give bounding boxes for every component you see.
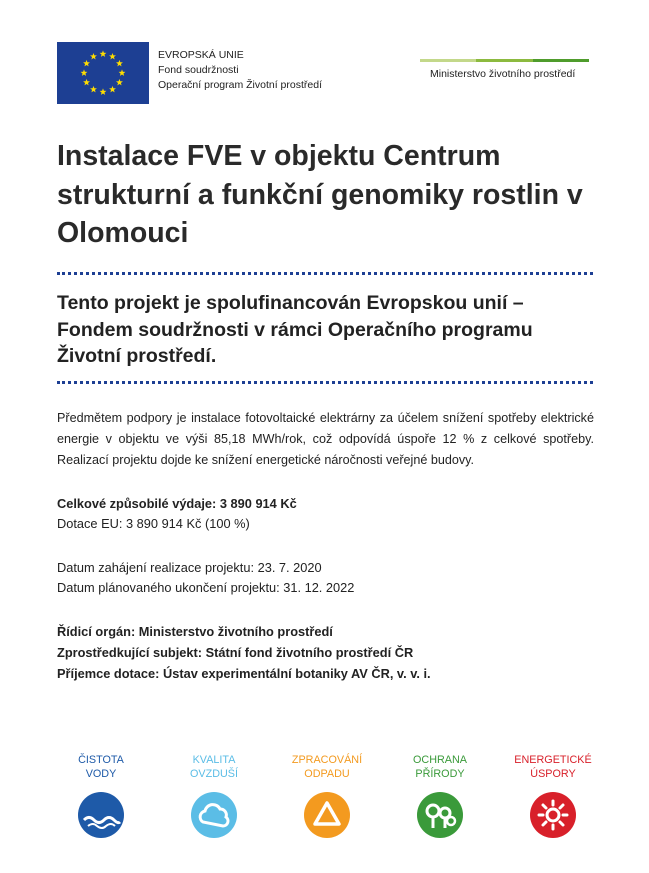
eu-text-block [158,48,322,93]
icon-label: ENERGETICKÉ ÚSPORY [514,754,592,780]
total-eligible-costs: Celkové způsobilé výdaje: 3 890 914 Kč [57,496,297,511]
icon-label: ČISTOTA VODY [78,754,124,780]
ministry-name: Ministerstvo životního prostředí [430,68,576,80]
eu-star [100,50,107,57]
project-description: Předmětem podpory je instalace fotovoltaické elektrárny za účelem snížení spotřeby elektrické energie v objektu ve výši 85,18 MWh/rok, což odpovídá úspoře 12 % z celkové spotřeby. Realizací projektu dojde ke snížení energetické náročnosti veřejné budovy. [57,411,594,467]
cloud-icon [191,792,237,838]
eu-flag-logo [57,42,149,104]
ministry-logo [420,59,589,80]
dotted-divider [57,272,593,275]
intermediate-body: Zprostředkující subjekt: Státní fond životního prostředí ČR [57,645,414,660]
eu-star [116,79,123,86]
eu-star [83,79,90,86]
page-title: Instalace FVE v objektu Centrum strukturní a funkční genomiky rostlin v Olomouci [57,140,583,249]
icon-water-quality [58,753,144,838]
eu-star [100,88,107,95]
water-icon [78,792,124,838]
cofinancing-statement: Tento projekt je spolufinancován Evropskou unií – Fondem soudržnosti v rámci Operačního programu Životní prostředí. [57,292,533,367]
priority-axes-icons [58,753,598,843]
dotted-divider [57,381,593,384]
eu-star [90,86,97,93]
icon-nature-protection [397,753,483,838]
eu-stars-icon [57,42,149,104]
icon-waste-processing [284,753,370,838]
icon-label: KVALITA OVZDUŠÍ [190,754,238,780]
eu-star [83,60,90,67]
eu-programme: Operační program Životní prostředí [158,79,322,91]
recipient: Příjemce dotace: Ústav experimentální botaniky AV ČR, v. v. i. [57,666,431,681]
eu-star [109,53,116,60]
icon-air-quality [171,753,257,838]
eu-star [81,69,88,76]
eu-star [90,53,97,60]
eu-fund: Fond soudržnosti [158,64,239,76]
start-date: Datum zahájení realizace projektu: 23. 7. 2020 [57,560,322,575]
eu-name: EVROPSKÁ UNIE [158,49,244,61]
trees-icon [417,792,463,838]
icon-label: OCHRANA PŘÍRODY [413,754,467,780]
icon-label: ZPRACOVÁNÍ ODPADU [291,754,363,780]
recycle-triangle-icon [304,792,350,838]
eu-star [109,86,116,93]
end-date: Datum plánovaného ukončení projektu: 31. 12. 2022 [57,580,355,595]
managing-authority: Řídicí orgán: Ministerstvo životního prostředí [57,624,333,639]
icon-energy-savings [510,753,596,838]
eu-star [116,60,123,67]
eu-subsidy: Dotace EU: 3 890 914 Kč (100 %) [57,516,250,531]
sun-icon [530,792,576,838]
eu-star [119,69,126,76]
ministry-color-bars [420,59,589,62]
